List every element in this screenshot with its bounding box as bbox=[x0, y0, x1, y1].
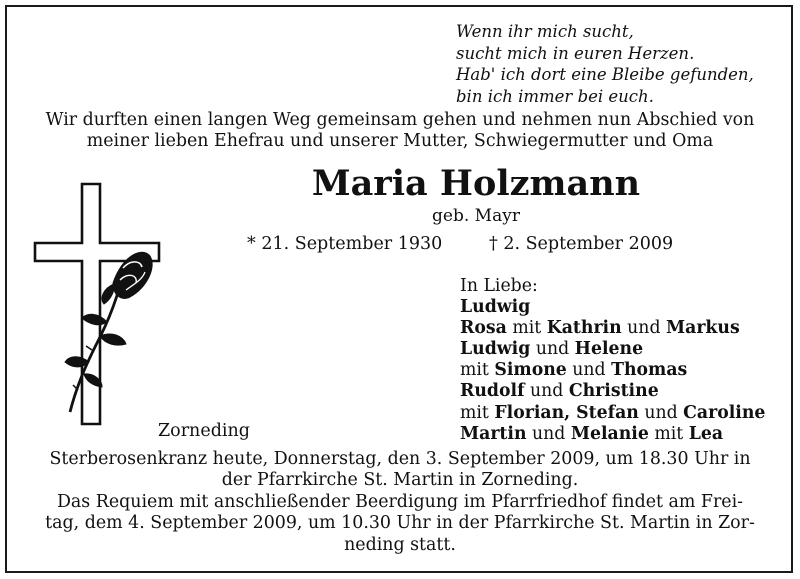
mourner-line bbox=[460, 381, 790, 402]
requiem-line: neding statt. bbox=[344, 534, 456, 555]
deceased-name: Maria Holzmann bbox=[311, 163, 641, 204]
connector-text: mit bbox=[648, 423, 689, 444]
mourner-name: Simone bbox=[494, 360, 567, 381]
connector-text: und bbox=[530, 339, 575, 360]
cross-icon bbox=[35, 184, 159, 424]
connector-text: und bbox=[621, 318, 666, 339]
connector-text: mit bbox=[460, 360, 495, 381]
death-date: † 2. September 2009 bbox=[489, 234, 674, 254]
birth-date: * 21. September 1930 bbox=[247, 234, 443, 254]
poem-line: Wenn ihr mich sucht, bbox=[456, 22, 634, 41]
poem-line: Hab' ich dort eine Bleibe gefunden, bbox=[456, 65, 754, 84]
requiem-line: Das Requiem mit anschließender Beerdigung im Pfarrfriedhof findet am Frei- bbox=[56, 491, 744, 512]
mourner-name: Florian, Stefan bbox=[494, 402, 639, 423]
connector-text: und bbox=[526, 423, 571, 444]
mourner-name: Melanie bbox=[570, 423, 649, 444]
place-name: Zorneding bbox=[158, 421, 250, 441]
mourner-name: Rosa bbox=[460, 318, 507, 339]
mourner-line bbox=[460, 339, 790, 360]
mourner-line bbox=[460, 318, 790, 339]
mourner-line bbox=[460, 297, 790, 318]
memorial-poem bbox=[456, 21, 786, 107]
mourner-name: Christine bbox=[568, 381, 659, 402]
mourner-name: Markus bbox=[666, 318, 740, 339]
mourner-name: Rudolf bbox=[460, 381, 525, 402]
connector-text: und bbox=[638, 402, 684, 423]
connector-text: und bbox=[524, 381, 569, 402]
requiem-notice bbox=[20, 492, 780, 556]
mourner-line bbox=[460, 360, 790, 381]
mourner-name: Martin bbox=[460, 423, 527, 444]
cross-with-rose bbox=[30, 180, 165, 428]
mourner-name: Lea bbox=[688, 423, 724, 444]
farewell-intro bbox=[10, 110, 790, 152]
mourner-line bbox=[460, 424, 790, 445]
rosary-line: Sterberosenkranz heute, Donnerstag, den 3. September 2009, um 18.30 Uhr in bbox=[49, 449, 751, 469]
mourner-name: Caroline bbox=[683, 402, 766, 423]
mourner-name: Ludwig bbox=[460, 297, 531, 318]
connector-text: mit bbox=[460, 402, 495, 423]
poem-line: sucht mich in euren Herzen. bbox=[456, 43, 695, 63]
intro-line: meiner lieben Ehefrau und unserer Mutter, Schwiegermutter und Oma bbox=[86, 131, 714, 151]
mourners-heading: In Liebe: bbox=[460, 276, 538, 296]
rosary-line: der Pfarrkirche St. Martin in Zorneding. bbox=[221, 470, 579, 491]
poem-line: bin ich immer bei euch. bbox=[456, 86, 654, 106]
rosary-notice bbox=[20, 449, 780, 492]
connector-text: mit bbox=[506, 318, 547, 339]
intro-line: Wir durften einen langen Weg gemeinsam gehen und nehmen nun Abschied von bbox=[45, 110, 755, 130]
mourner-name: Helene bbox=[574, 339, 644, 360]
requiem-line: tag, dem 4. September 2009, um 10.30 Uhr in der Pfarrkirche St. Martin in Zor- bbox=[45, 513, 755, 534]
mourner-line bbox=[460, 403, 790, 424]
maiden-name: geb. Mayr bbox=[432, 206, 520, 226]
mourner-name: Ludwig bbox=[460, 339, 531, 360]
mourner-name: Thomas bbox=[611, 360, 688, 381]
mourner-name: Kathrin bbox=[546, 318, 622, 339]
connector-text: und bbox=[566, 360, 612, 381]
mourners-list bbox=[460, 276, 790, 445]
service-info bbox=[20, 449, 780, 556]
rose-icon bbox=[65, 252, 152, 412]
